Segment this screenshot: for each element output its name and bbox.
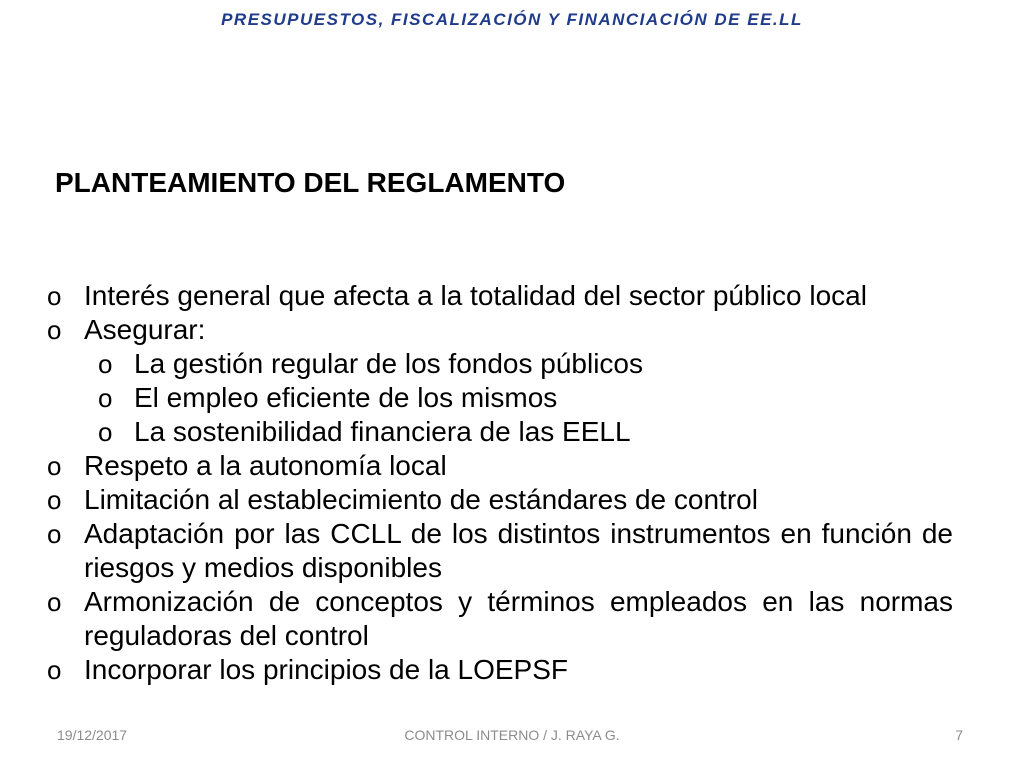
bullet-item [47,653,953,687]
bullet-item [47,585,953,653]
slide-header-title: PRESUPUESTOS, FISCALIZACIÓN Y FINANCIACIÓN DE EE.LL [221,10,803,29]
sub-bullet-text: La gestión regular de los fondos públicos [134,348,644,379]
bullet-list [0,279,1024,687]
bullet-marker-icon: o [47,281,62,311]
sub-bullet-marker-icon: o [98,349,113,379]
bullet-item [47,449,953,483]
bullet-item [47,517,953,585]
bullet-text: Interés general que afecta a la totalidad del sector público local [84,280,867,311]
sub-bullet-text: El empleo eficiente de los mismos [134,382,558,413]
footer-date: 19/12/2017 [57,727,128,743]
bullet-marker-icon: o [47,519,62,549]
sub-bullet-text: La sostenibilidad financiera de las EELL [134,416,631,447]
slide-heading: PLANTEAMIENTO DEL REGLAMENTO [55,167,566,198]
page-number: 7 [955,727,963,743]
footer-caption: CONTROL INTERNO / J. RAYA G. [404,727,620,743]
bullet-text: Incorporar los principios de la LOEPSF [84,654,568,685]
bullet-marker-icon: o [47,315,62,345]
bullet-text: Respeto a la autonomía local [84,450,447,481]
bullet-item [47,313,953,347]
bullet-text: Asegurar: [84,314,206,345]
sub-bullet-item [98,381,953,415]
bullet-marker-icon: o [47,485,62,515]
bullet-text: Limitación al establecimiento de estándares de control [84,484,758,515]
bullet-marker-icon: o [47,655,62,685]
sub-bullet-item [98,347,953,381]
bullet-text: Armonización de conceptos y términos empleados en las normas reguladoras del control [84,586,953,651]
bullet-item [47,279,953,313]
sub-bullet-marker-icon: o [98,383,113,413]
bullet-item [47,483,953,517]
bullet-text: Adaptación por las CCLL de los distintos instrumentos en función de riesgos y medios disponibles [84,518,953,583]
bullet-marker-icon: o [47,587,62,617]
sub-bullet-item [98,415,953,449]
sub-bullet-marker-icon: o [98,417,113,447]
bullet-marker-icon: o [47,451,62,481]
